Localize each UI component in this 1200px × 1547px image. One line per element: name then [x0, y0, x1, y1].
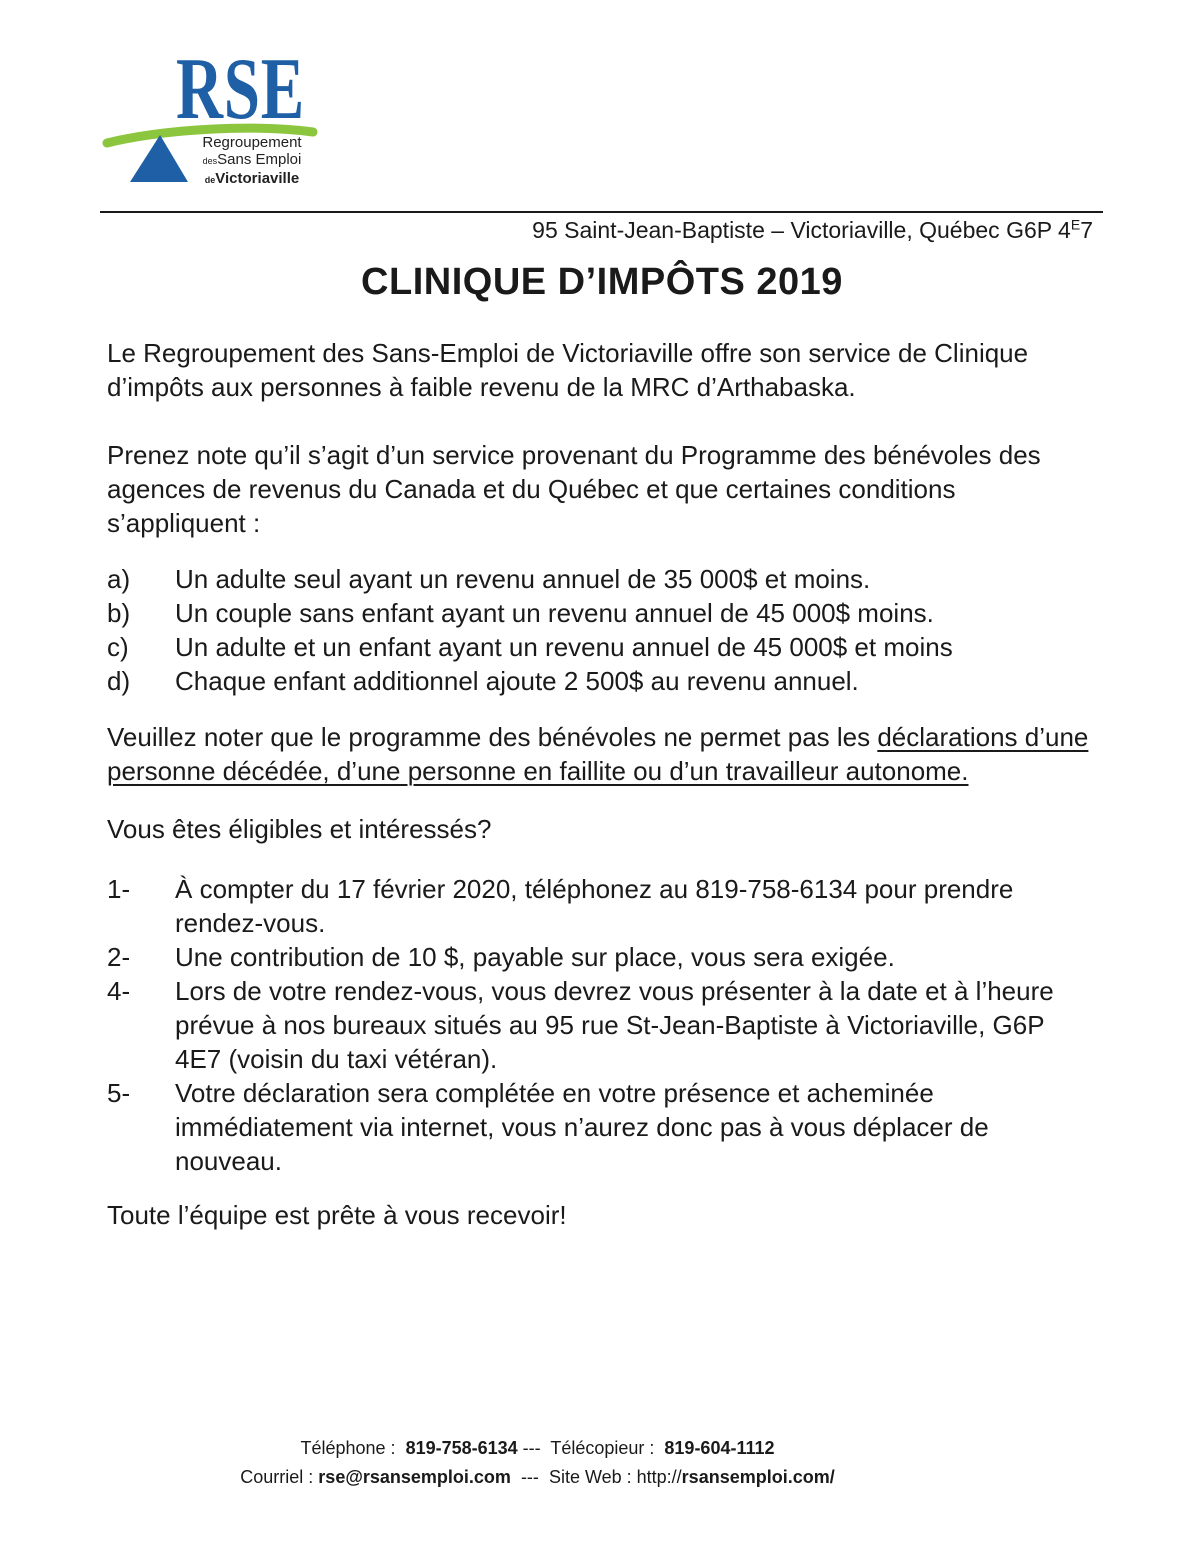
rse-logo-acronym: RSE: [176, 41, 305, 138]
header-divider: [100, 211, 1103, 213]
condition-text: Chaque enfant additionnel ajoute 2 500$ au revenu annuel.: [175, 666, 859, 696]
program-note-paragraph: Prenez note qu’il s’agit d’un service provenant du Programme des bénévoles des agences de revenus du Canada et du Québec et que certaines conditions s’appliquent :: [107, 440, 1041, 538]
condition-item: [107, 664, 1097, 698]
document-body: [107, 262, 1097, 1232]
address-line: [532, 217, 1093, 244]
email-label: Courriel :: [240, 1467, 319, 1487]
logo-org-line2-main: Sans Emploi: [217, 151, 302, 168]
logo-org-line2: [182, 151, 322, 170]
intro-paragraph: Le Regroupement des Sans-Emploi de Victoriaville offre son service de Clinique d’impôts aux personnes à faible revenu de la MRC d’Arthabaska.: [107, 338, 1029, 402]
logo-org-name: [182, 134, 322, 189]
address-text-end: 7: [1080, 217, 1093, 243]
condition-label: d): [107, 666, 131, 696]
step-label: 2-: [107, 942, 131, 972]
restriction-text: Veuillez noter que le programme des bénévoles ne permet pas les: [107, 722, 878, 752]
condition-text: Un couple sans enfant ayant un revenu annuel de 45 000$ moins.: [175, 598, 934, 628]
footer-separator: ---: [517, 1438, 551, 1458]
step-item: [107, 940, 1097, 974]
step-label: 4-: [107, 976, 131, 1006]
restriction-paragraph: [107, 720, 1097, 788]
footer-line-web: [0, 1463, 1075, 1492]
footer-separator: ---: [510, 1467, 549, 1487]
step-text: Votre déclaration sera complétée en votre présence et acheminée immédiatement via internet, vous n’aurez donc pas à vous déplacer de nouveau.: [175, 1078, 989, 1176]
website-label: Site Web : http://: [548, 1467, 682, 1487]
condition-label: c): [107, 632, 129, 662]
page-title: CLINIQUE D’IMPÔTS 2019: [361, 261, 843, 303]
footer-line-phone: [0, 1434, 1075, 1463]
address-text: 95 Saint-Jean-Baptiste – Victoriaville, Québec G6P 4: [532, 217, 1071, 243]
condition-item: [107, 562, 1097, 596]
condition-label: b): [107, 598, 131, 628]
step-item: [107, 872, 1097, 940]
logo-org-line3-main: Victoriaville: [215, 170, 300, 187]
fax-label: Télécopieur :: [550, 1438, 665, 1458]
logo-org-line3-prefix: de: [204, 175, 216, 185]
logo-org-line2-prefix: des: [202, 156, 218, 166]
condition-label: a): [107, 564, 131, 594]
condition-item: [107, 596, 1097, 630]
step-label: 5-: [107, 1078, 131, 1108]
logo-org-line3: [182, 170, 322, 189]
step-text: Lors de votre rendez-vous, vous devrez vous présenter à la date et à l’heure prévue à nos bureaux situés au 95 rue St-Jean-Baptiste à Victoriaville, G6P 4E7 (voisin du taxi vétéran).: [175, 976, 1054, 1074]
website-url: rsansemploi.com/: [681, 1467, 835, 1487]
step-label: 1-: [107, 874, 131, 904]
logo-org-line1: Regroupement: [202, 134, 302, 151]
condition-text: Un adulte seul ayant un revenu annuel de 35 000$ et moins.: [175, 564, 871, 594]
email-address: rse@rsansemploi.com: [318, 1467, 511, 1487]
footer-contact: [0, 1434, 1075, 1492]
closing-line: Toute l’équipe est prête à vous recevoir!: [107, 1200, 567, 1230]
eligibility-question: Vous êtes éligibles et intéressés?: [107, 814, 492, 844]
phone-number: 819-758-6134: [405, 1438, 518, 1458]
rse-logo: [110, 41, 325, 196]
conditions-list: [107, 562, 1097, 698]
step-item: [107, 1076, 1097, 1178]
logo-triangle-icon: [130, 135, 188, 182]
condition-item: [107, 630, 1097, 664]
fax-number: 819-604-1112: [664, 1438, 775, 1458]
step-text: Une contribution de 10 $, payable sur place, vous sera exigée.: [175, 942, 895, 972]
restriction-underlined-text: déclarations d’une personne décédée, d’une personne en faillite ou d’un travailleur autonome.: [107, 722, 1089, 786]
condition-text: Un adulte et un enfant ayant un revenu annuel de 45 000$ et moins: [175, 632, 953, 662]
address-superscript: E: [1070, 216, 1081, 233]
step-text: À compter du 17 février 2020, téléphonez au 819-758-6134 pour prendre rendez-vous.: [175, 874, 1014, 938]
step-item: [107, 974, 1097, 1076]
phone-label: Téléphone :: [300, 1438, 406, 1458]
steps-list: [107, 872, 1097, 1178]
